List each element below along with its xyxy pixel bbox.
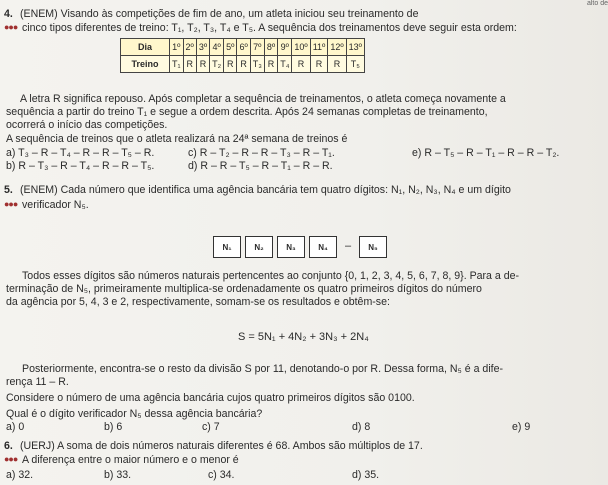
day-cell: 10º	[292, 39, 310, 56]
q5-text3: Considere o número de uma agência bancária cujos quatro primeiros dígitos são 0100.	[6, 392, 415, 404]
table-header-training: Treino	[121, 56, 170, 73]
training-cell: R	[237, 56, 250, 73]
q5-option-a[interactable]: a) 0	[6, 421, 25, 433]
q6-option-b[interactable]: b) 33.	[104, 469, 132, 481]
training-cell: T₁	[170, 56, 184, 73]
q5-number: 5.	[4, 184, 13, 196]
day-cell: 6º	[237, 39, 250, 56]
training-cell: R	[310, 56, 328, 73]
difficulty-dots: ●●●	[4, 22, 18, 32]
q6-question: A diferença entre o maior número e o menor é	[22, 454, 239, 466]
day-cell: 9º	[278, 39, 292, 56]
training-cell: T₂	[210, 56, 224, 73]
day-cell: 7º	[250, 39, 264, 56]
training-cell: T₅	[346, 56, 364, 73]
q5-question: Qual é o dígito verificador N₅ dessa agência bancária?	[6, 408, 263, 420]
q4-para1-line2: sequência a partir do treino T₁ e segue a ordem descrita. Após 24 semanas completas de treinamento,	[6, 106, 488, 118]
difficulty-dots: ●●●	[4, 199, 18, 209]
day-cell: 13º	[346, 39, 364, 56]
digit-box-n1: N₁	[213, 236, 241, 258]
q4-option-d[interactable]: d) R – R – T₅ – R – T₁ – R – R.	[188, 160, 333, 172]
q5-text1-line2: terminação de N₅, primeiramente multiplica-se ordenadamente os quatro primeiros dígitos do número	[6, 283, 482, 295]
q4-option-c[interactable]: c) R – T₂ – R – R – T₃ – R – T₁.	[188, 147, 335, 159]
day-cell: 1º	[170, 39, 184, 56]
q5-text1-line3: da agência por 5, 4, 3 e 2, respectivamente, somam-se os resultados e obtêm-se:	[6, 296, 390, 308]
training-cell: R	[224, 56, 237, 73]
day-cell: 2º	[183, 39, 196, 56]
q5-intro-line2: verificador N₅.	[22, 199, 89, 211]
difficulty-dots: ●●●	[4, 454, 18, 464]
day-cell: 5º	[224, 39, 237, 56]
q5-text2-line2: rença 11 – R.	[6, 376, 69, 388]
digit-box-n4: N₄	[309, 236, 337, 258]
digit-separator: –	[344, 240, 352, 252]
training-cell: T₃	[250, 56, 264, 73]
training-cell: R	[292, 56, 310, 73]
training-cell: R	[264, 56, 277, 73]
digit-box-n5: N₅	[359, 236, 387, 258]
training-cell: R	[328, 56, 346, 73]
q6-option-c[interactable]: c) 34.	[208, 469, 235, 481]
training-cell: R	[183, 56, 196, 73]
training-cell: R	[196, 56, 209, 73]
digit-box-n2: N₂	[245, 236, 273, 258]
q5-option-d[interactable]: d) 8	[352, 421, 371, 433]
day-cell: 8º	[264, 39, 277, 56]
day-cell: 3º	[196, 39, 209, 56]
q4-option-b[interactable]: b) R – T₃ – R – T₄ – R – R – T₅.	[6, 160, 155, 172]
q4-option-e[interactable]: e) R – T₅ – R – T₁ – R – R – T₂.	[412, 147, 560, 159]
q4-number: 4.	[4, 8, 13, 20]
q6-option-a[interactable]: a) 32.	[6, 469, 34, 481]
agency-digit-boxes	[213, 236, 391, 258]
day-cell: 11º	[310, 39, 328, 56]
day-cell: 12º	[328, 39, 346, 56]
q4-intro-line1: (ENEM) Visando às competições de fim de ano, um atleta iniciou seu treinamento de	[20, 8, 419, 20]
q4-intro-line2: cinco tipos diferentes de treino: T₁, T₂, T₃, T₄ e T₅. A sequência dos treinamentos deve seguir esta ordem:	[22, 22, 517, 34]
q6-option-d[interactable]: d) 35.	[352, 469, 380, 481]
q6-intro: (UERJ) A soma de dois números naturais diferentes é 68. Ambos são múltiplos de 17.	[20, 440, 423, 452]
q5-option-c[interactable]: c) 7	[202, 421, 220, 433]
corner-fragment: alto de	[586, 0, 608, 7]
q5-option-e[interactable]: e) 9	[512, 421, 531, 433]
table-header-day: Dia	[121, 39, 170, 56]
q4-option-a[interactable]: a) T₃ – R – T₄ – R – R – T₅ – R.	[6, 147, 155, 159]
q4-para1-line3: ocorrerá o início das competições.	[6, 119, 168, 131]
q5-intro-line1: (ENEM) Cada número que identifica uma agência bancária tem quatro dígitos: N₁, N₂, N₃, N₄ e um dígito	[20, 184, 511, 196]
q4-para2: A sequência de treinos que o atleta realizará na 24ª semana de treinos é	[6, 133, 348, 145]
q4-para1-line1: A letra R significa repouso. Após completar a sequência de treinamentos, o atleta começa novamente a	[20, 93, 506, 105]
day-cell: 4º	[210, 39, 224, 56]
q5-text2-line1: Posteriormente, encontra-se o resto da divisão S por 11, denotando-o por R. Dessa forma, N₅ é a dife-	[22, 363, 504, 375]
q5-formula: S = 5N₁ + 4N₂ + 3N₃ + 2N₄	[238, 331, 369, 343]
training-cell: T₄	[278, 56, 292, 73]
q5-text1-line1: Todos esses dígitos são números naturais pertencentes ao conjunto {0, 1, 2, 3, 4, 5, 6, 7, 8, 9}. Para a de-	[22, 270, 520, 282]
q5-option-b[interactable]: b) 6	[104, 421, 123, 433]
digit-box-n3: N₃	[277, 236, 305, 258]
training-table	[120, 38, 365, 73]
q6-number: 6.	[4, 440, 13, 452]
